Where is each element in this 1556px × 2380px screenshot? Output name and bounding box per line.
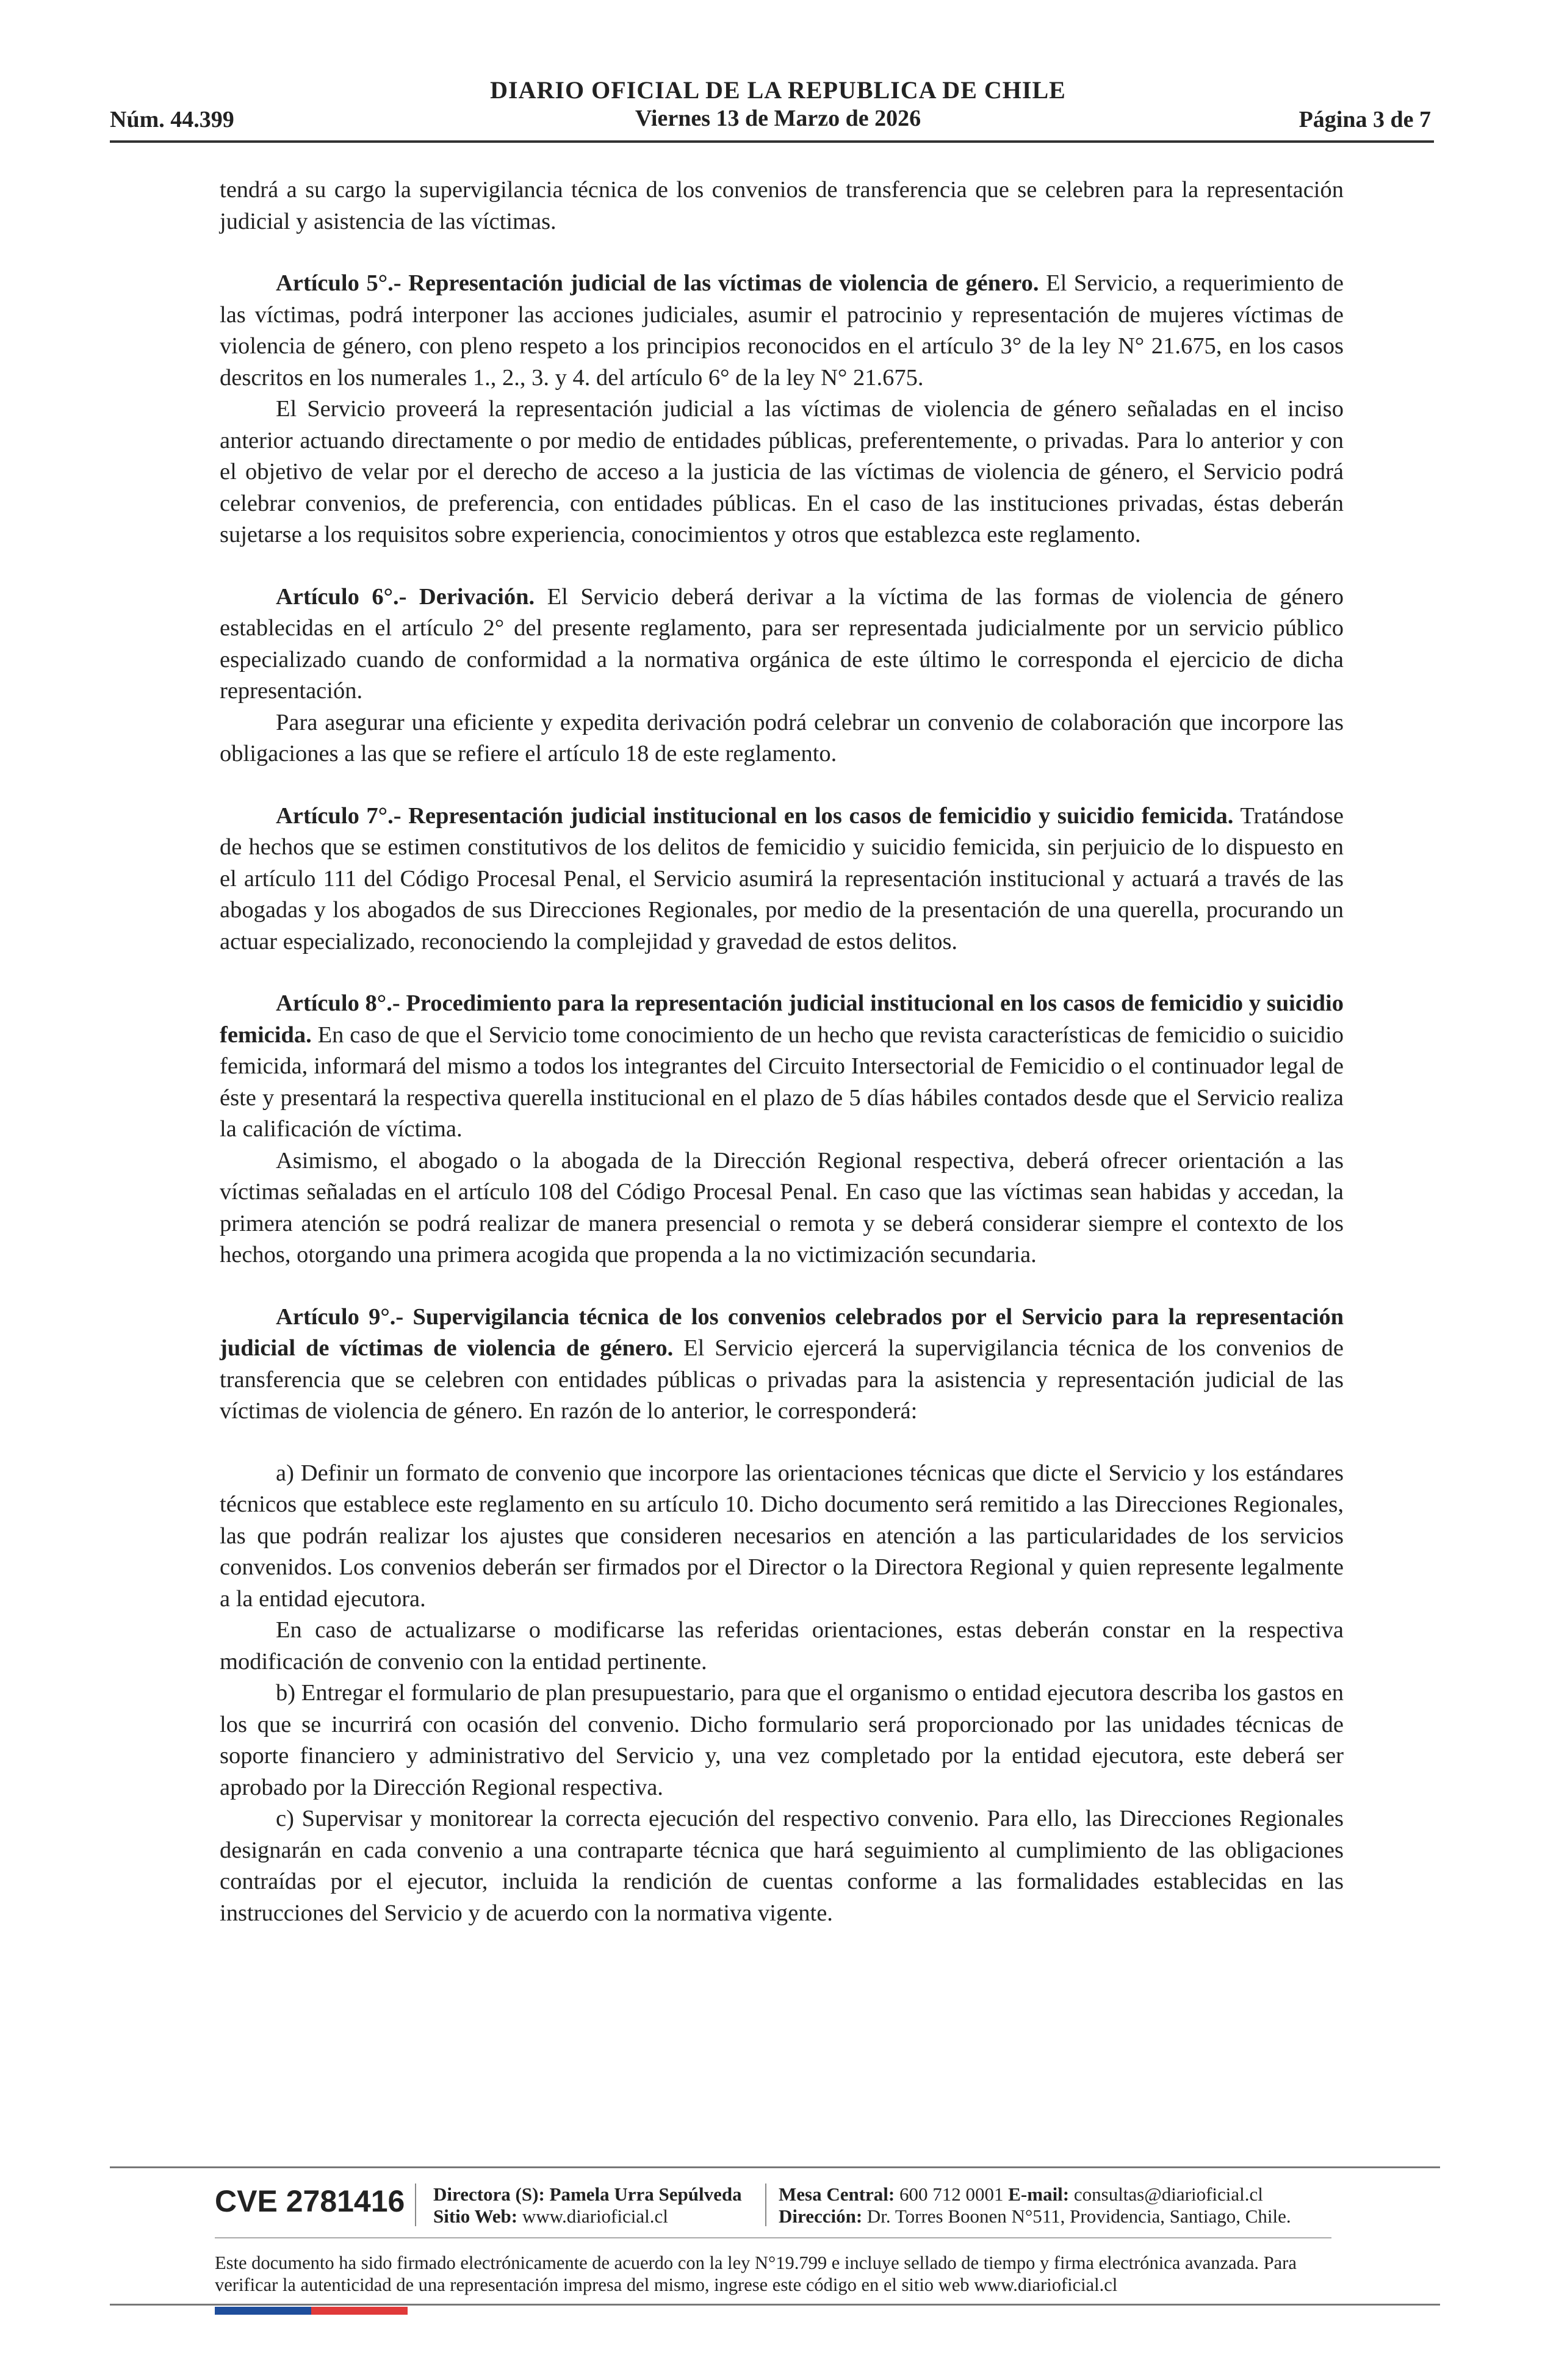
- article-6-paragraph: [220, 582, 1344, 707]
- issue-number: Núm. 44.399: [110, 107, 234, 132]
- email-link[interactable]: consultas@diarioficial.cl: [1069, 2183, 1263, 2205]
- article-9-paragraph: [220, 1302, 1344, 1427]
- article-5-text: El Servicio, a requerimiento de las víctimas, podrá interponer las acciones judiciales, asumir el patrocinio y representación de mujeres víctimas de violencia de género, con pleno respeto a los principios reconocidos en el artículo 3° de la ley N° 21.675, en los casos descritos en los numerales 1., 2., 3. y 4. del artículo 6° de la ley N° 21.675.: [220, 270, 1344, 391]
- phone-value: 600 712 0001: [895, 2183, 1009, 2205]
- document-body: [220, 175, 1344, 1929]
- article-9-item-c: c) Supervisar y monitorear la correcta ejecución del respectivo convenio. Para ello, las Direcciones Regionales designarán en cada convenio a una contraparte técnica que hará seguimiento al cumplimiento de las obligaciones contraídas por el ejecutor, incluida la rendición de cuentas conforme a las formalidades establecidas en las instrucciones del Servicio y de acuerdo con la normativa vigente.: [220, 1806, 1344, 1926]
- issue-date: Viernes 13 de Marzo de 2026: [635, 106, 921, 131]
- footer-separator: [415, 2183, 416, 2226]
- header-divider: [110, 140, 1434, 143]
- article-8-paragraph-2: Asimismo, el abogado o la abogada de la Dirección Regional respectiva, deberá ofrecer orientación a las víctimas señaladas en el artículo 108 del Código Procesal Penal. En caso que las víctimas sean habidas y accedan, la primera atención se podrá realizar de manera presencial o remota y se deberá considerar siempre el contexto de los hechos, otorgando una primera acogida que propenda a la no victimización secundaria.: [220, 1147, 1344, 1268]
- director-label: Directora (S):: [433, 2183, 545, 2205]
- article-8-text: En caso de que el Servicio tome conocimiento de un hecho que revista características de femicidio o suicidio femicida, informará del mismo a todos los integrantes del Circuito Intersectorial de Femicidio o el continuador legal de éste y presentará la respectiva querella institucional en el plazo de 5 días hábiles contados desde que el Servicio realiza la calificación de víctima.: [220, 1022, 1344, 1142]
- footer-top-divider: [110, 2166, 1440, 2168]
- web-label: Sitio Web:: [433, 2205, 518, 2227]
- article-5-title: Artículo 5°.- Representación judicial de las víctimas de violencia de género.: [276, 270, 1039, 296]
- page-indicator: Página 3 de 7: [1298, 107, 1431, 132]
- article-7-title: Artículo 7°.- Representación judicial institucional en los casos de femicidio y suicidio femicida.: [276, 802, 1234, 829]
- footer-bottom-divider: [110, 2304, 1440, 2306]
- gazette-title: DIARIO OFICIAL DE LA REPUBLICA DE CHILE: [490, 76, 1066, 104]
- director-name: Pamela Urra Sepúlveda: [544, 2183, 742, 2205]
- address-value: Dr. Torres Boonen N°511, Providencia, Santiago, Chile.: [862, 2205, 1291, 2227]
- footer-contact-line: [779, 2183, 1291, 2205]
- footer-contact-block: [779, 2183, 1291, 2227]
- article-9-item-a: a) Definir un formato de convenio que incorpore las orientaciones técnicas que dicte el Servicio y los estándares técnicos que establece este reglamento en su artículo 10. Dicho documento será remitido a las Direcciones Regionales, las que podrán realizar los ajustes que consideren necesarios en atención a las particularidades de los servicios convenidos. Los convenios deberán ser firmados por el Director o la Directora Regional y quien represente legalmente a la entidad ejecutora.: [220, 1460, 1344, 1612]
- footer-director-block: [433, 2183, 742, 2227]
- article-9-title: Artículo 9°.- Supervigilancia técnica de los convenios celebrados por el Servicio para la representación judicial de víctimas de violencia de género.: [220, 1304, 1344, 1361]
- flag-stripe-blue: [215, 2307, 311, 2315]
- article-6-paragraph-2: Para asegurar una eficiente y expedita derivación podrá celebrar un convenio de colaboración que incorpore las obligaciones a las que se refiere el artículo 18 de este reglamento.: [220, 709, 1344, 766]
- address-label: Dirección:: [779, 2205, 863, 2227]
- footer-separator: [765, 2183, 766, 2226]
- flag-stripe-red: [311, 2307, 408, 2315]
- article-8-paragraph: [220, 988, 1344, 1145]
- article-9-item-b: b) Entregar el formulario de plan presupuestario, para que el organismo o entidad ejecutora describa los gastos en los que se incurrirá con ocasión del convenio. Dicho formulario será proporcionado por las unidades técnicas de soporte financiero y administrativo del Servicio y, una vez completado por la entidad ejecutora, este deberá ser aprobado por la Dirección Regional respectiva.: [220, 1680, 1344, 1800]
- footer-web-line: [433, 2205, 742, 2227]
- footer-director-line: [433, 2183, 742, 2205]
- article-6-title: Artículo 6°.- Derivación.: [276, 583, 535, 610]
- article-8-title: Artículo 8°.- Procedimiento para la representación judicial institucional en los casos de femicidio y suicidio femicida.: [220, 990, 1344, 1048]
- web-link[interactable]: www.diarioficial.cl: [517, 2205, 668, 2227]
- article-7-text: Tratándose de hechos que se estimen constitutivos de los delitos de femicidio y suicidio femicida, sin perjuicio de lo dispuesto en el artículo 111 del Código Procesal Penal, el Servicio asumirá la representación institucional y actuará a través de las abogadas y los abogados de sus Direcciones Regionales, por medio de la presentación de una querella, procurando un actuar especializado, reconociendo la complejidad y gravedad de estos delitos.: [220, 802, 1344, 954]
- intro-paragraph: tendrá a su cargo la supervigilancia técnica de los convenios de transferencia que se celebren para la representación judicial y asistencia de las víctimas.: [220, 177, 1344, 234]
- article-5-paragraph-2: El Servicio proveerá la representación judicial a las víctimas de violencia de género señaladas en el inciso anterior actuando directamente o por medio de entidades públicas, preferentemente, o privadas. Para lo anterior y con el objetivo de velar por el derecho de acceso a la justicia de las víctimas de violencia de género, el Servicio podrá celebrar convenios, de preferencia, con entidades públicas. En el caso de las instituciones privadas, éstas deberán sujetarse a los requisitos sobre experiencia, conocimientos y otros que establezca este reglamento.: [220, 396, 1344, 547]
- article-9-item-a-note: En caso de actualizarse o modificarse las referidas orientaciones, estas deberán constar en la respectiva modificación de convenio con la entidad pertinente.: [220, 1617, 1344, 1675]
- footer-legal-notice: Este documento ha sido firmado electrónicamente de acuerdo con la ley N°19.799 e incluye sellado de tiempo y firma electrónica avanzada. Para verificar la autenticidad de una representación impresa del mismo, ingrese este código en el sitio web www.diarioficial.cl: [215, 2252, 1297, 2295]
- footer-address-line: [779, 2205, 1291, 2227]
- email-label: E-mail:: [1008, 2183, 1070, 2205]
- article-9-text: El Servicio ejercerá la supervigilancia técnica de los convenios de transferencia que se celebren con entidades públicas o privadas para la asistencia y representación judicial de las víctimas de violencia de género. En razón de lo anterior, le corresponderá:: [220, 1335, 1344, 1424]
- phone-label: Mesa Central:: [779, 2183, 895, 2205]
- article-7-paragraph: [220, 801, 1344, 958]
- article-5-paragraph: [220, 268, 1344, 394]
- footer-inner-divider: [215, 2237, 1331, 2238]
- article-6-text: El Servicio deberá derivar a la víctima de las formas de violencia de género establecidas en el artículo 2° del presente reglamento, para ser representada judicialmente por un servicio público especializado cuando de conformidad a la normativa orgánica de este último le corresponda el ejercicio de dicha representación.: [220, 583, 1344, 704]
- cve-code: CVE 2781416: [215, 2184, 405, 2218]
